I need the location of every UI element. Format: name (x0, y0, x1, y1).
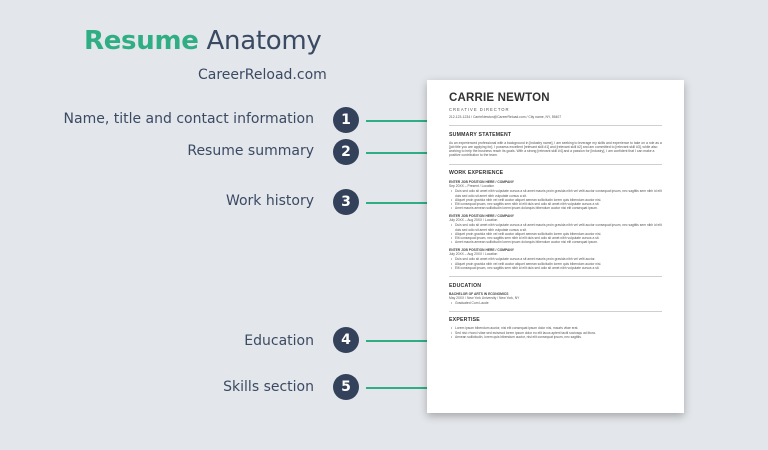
callout-line-2 (366, 152, 428, 154)
job-bullet: • Duis sed odio sit amet nibh vulputate cursus a sit amet mauris proin gravida nibh vel velit auctor consequat ipsum, nec sagittis sem nibh id elit duis sed odio sit amet nibh vulputate cursus a sit. (455, 189, 662, 197)
job-bullets (449, 257, 662, 270)
education-heading: EDUCATION (449, 282, 482, 289)
site-name: CareerReload.com (198, 67, 327, 83)
degree-meta: May 20XX / New York University / New York, NY (449, 295, 520, 300)
callout-label-1: Name, title and contact information (63, 111, 314, 127)
resume-name: CARRIE NEWTON (449, 92, 550, 104)
expertise-list (449, 326, 662, 339)
job-title: ENTER JOB POSITION HERE / COMPANY (449, 248, 514, 253)
job-bullet: • Duis sed odio sit amet nibh vulputate cursus a sit amet mauris proin gravida nibh vel velit auctor consequat ipsum, nec sagittis sem nibh id elit duis sed odio sit amet nibh vulputate cursus a sit. (455, 223, 662, 231)
job-bullets (449, 223, 662, 244)
title-accent: Resume (84, 26, 199, 56)
title-rest: Anatomy (206, 26, 322, 56)
job-bullet: • Elit consequat ipsum, nec sagittis sem nibh id elit duis sed odio sit amet nibh vulputate cursus a sit. (455, 202, 662, 206)
summary-heading: SUMMARY STATEMENT (449, 131, 512, 138)
callout-line-4 (366, 340, 428, 342)
page-title (84, 26, 321, 56)
job-meta: Sep 20XX – Present / Location (449, 184, 495, 189)
callout-label-5: Skills section (223, 379, 314, 395)
callout-label-3: Work history (225, 193, 314, 209)
expertise-heading: EXPERTISE (449, 317, 480, 324)
job-bullets (449, 189, 662, 210)
job-title: ENTER JOB POSITION HERE / COMPANY (449, 214, 514, 219)
job-meta: July 20XX – Aug 20XX / Location (449, 218, 498, 223)
degree-title: BACHELOR OF ARTS IN ECONOMICS (449, 291, 509, 296)
job-meta: July 20XX – Aug 20XX / Location (449, 252, 498, 257)
callout-label-2: Resume summary (187, 143, 314, 159)
callout-line-3 (366, 202, 428, 204)
resume-role: CREATIVE DIRECTOR (449, 107, 510, 112)
callout-badge-5: 5 (333, 374, 359, 400)
divider (449, 311, 662, 312)
callout-line-5 (366, 387, 428, 389)
callout-label-4: Education (244, 333, 314, 349)
callout-badge-2: 2 (333, 139, 359, 165)
divider (449, 276, 662, 277)
divider (449, 125, 662, 126)
resume-page (427, 80, 684, 413)
expertise-item: • Lorem ipsum bibendum auctor, nisi elit consequat ipsum dolor nisi, mauris vitae erat. (455, 326, 662, 330)
work-heading: WORK EXPERIENCE (449, 170, 504, 177)
job-entry-2 (449, 214, 662, 244)
job-bullet: • Elit consequat ipsum, nec sagittis sem nibh id elit duis sed odio sit amet nibh vulputate cursus a sit. (455, 236, 662, 240)
job-bullet: • Amet mauris aenean sollicitudin lorem ipsum dolorquis bibendum auctor nisi elit consequat ipsum. (455, 240, 662, 244)
expertise-item: • Sed nisi: rhonci vitae sed euismod lorem ipsum dolor eu elit lacus aptent taciti sociosqu ad litora. (455, 331, 662, 335)
callout-line-1 (366, 120, 428, 122)
job-bullet: • Aliquet proin gravida nibh vel velit auctor aliquet aenean sollicitudin lorem quis bibendum auctor nisi. (455, 232, 662, 236)
job-entry-3 (449, 248, 662, 270)
callout-badge-4: 4 (333, 327, 359, 353)
summary-text: As an experienced professional with a background in [industry name], I am seeking to leverage my skills and experience to take on a role as a [job title you are applying for]. I possess excellent [relevant skill #1] and [relevant skill #2] and am committed to [relevant skill #3], while also working to help the business reach its goals. With a strong [relevant skill #4] and a passion for [industry], I am confident that I can make a positive contribution to the team. (449, 140, 662, 158)
callout-badge-3: 3 (333, 189, 359, 215)
job-bullet: • Aliquet proin gravida nibh vel velit auctor aliquet aenean sollicitudin lorem quis bibendum auctor nisi. (455, 262, 662, 266)
job-bullet: • Duis sed odio sit amet nibh vulputate cursus a sit amet mauris proin gravida nibh vel velit auctor. (455, 257, 662, 261)
resume-contact: 212-123-1234 / CarrieNewton@CareerReload.com / City name, NY, 55407 (449, 115, 562, 119)
job-bullet: • Elit consequat ipsum, nec sagittis sem nibh id elit duis sed odio sit amet nibh vulputate cursus a sit. (455, 266, 662, 270)
divider (449, 164, 662, 165)
job-entry-1 (449, 180, 662, 210)
job-bullet: • Aliquet proin gravida nibh vel velit auctor aliquet aenean sollicitudin lorem quis bibendum auctor nisi. (455, 198, 662, 202)
expertise-item: • Aenean sollicitudin, lorem quis bibendum auctor, nisi elit consequat ipsum, nec sagittis. (455, 335, 662, 339)
job-bullet: • Amet mauris aenean sollicitudin lorem ipsum dolorquis bibendum auctor nisi elit consequat ipsum. (455, 206, 662, 210)
degree-bullets (449, 301, 662, 305)
callout-badge-1: 1 (333, 107, 359, 133)
job-title: ENTER JOB POSITION HERE / COMPANY (449, 180, 514, 185)
degree-bullet: • Graduated Cum Laude (455, 301, 662, 305)
